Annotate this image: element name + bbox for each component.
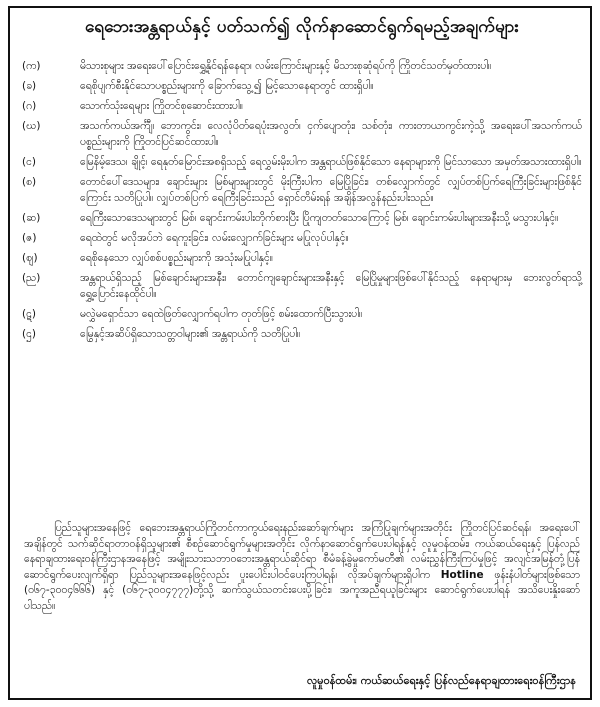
list-item	[22, 326, 582, 342]
guideline-list	[22, 58, 582, 346]
list-item	[22, 306, 582, 322]
item-text: မလွှဲမရှောင်သာ ရေထဲဖြတ်လျှောက်ရပါက တုတ်ဖြင့် စမ်းထောက်ပြီးသွားပါ။	[80, 308, 363, 320]
item-marker: (က)	[22, 60, 41, 72]
closing-paragraph	[24, 521, 580, 614]
list-item	[22, 118, 582, 150]
paragraph-text-continued: ဖုန်းနံပါတ်များဖြစ်သော (၀၆၇-၃၀၀၄၆၆၆) နှင့် (၀၆၇-၃၀၀၄၇၇၇)တို့သို့ ဆက်သွယ်သတင်းပေးပို့ခြင်း၊ အကူအညီရယူခြင်းများ ဆောင်ရွက်ပေးပါရန် အသိပေးနှိုးဆော်ပါသည်။	[24, 568, 580, 612]
list-item	[22, 230, 582, 246]
item-text: မြွေနှင့်အဆိပ်ရှိသောသတ္တဝါများ၏ အန္တရာယ်ကို သတိပြုပါ။	[80, 328, 301, 340]
list-item	[22, 174, 582, 206]
item-marker: (ဃ)	[22, 120, 41, 132]
list-item	[22, 78, 582, 94]
item-text: အသက်ကယ်အင်္ကျီ၊ ဘောကွင်း၊ လေလုံပိတ်ရေပုံးအလွတ်၊ ငှက်ပျောတုံး၊ သစ်တုံး၊ ကားတာယာကွင်းကဲ့သို့ အရေးပေါ်အသက်ကယ်ပစ္စည်းများကို ကြိုတင်ပြင်ဆင်ထားပါ။	[80, 120, 582, 148]
list-item	[22, 98, 582, 114]
item-marker: (ဂ)	[22, 100, 37, 112]
item-text: ရေစိုပျက်စီးနိုင်သောပစ္စည်းများကို ခြောက်သွေ့၍ မြင့်သောနေရာတွင် ထားရှိပါ။	[80, 80, 374, 92]
hotline-label: Hotline	[440, 568, 484, 581]
list-item	[22, 154, 582, 170]
item-text: တောင်ပေါ်ဒေသများ၊ ချောင်းများ မြစ်များများတွင် မိုးကြီးပါက မြေပြိုခြင်း၊ တစ်လျှောက်တွင် လျှပ်တစ်ပြက်ရေကြီးခြင်းများဖြစ်နိုင်ကြောင်း သတိပြုပါ။ လျှပ်တစ်ပြက် ရေကြီးခြင်းသည် ရှောင်တိမ်းရန် အချိန်အလွန်နည်းပါးသည်။	[80, 176, 582, 204]
item-text: ရေကြီးသောဒေသများတွင် မြစ်၊ ချောင်းကမ်းပါးတိုက်စားပြီး ပြိုကျတတ်သောကြောင့် မြစ်၊ ချောင်းကမ်းပါးများအနီးသို့ မသွားပါနှင့်။	[80, 212, 559, 224]
item-text: ရေထဲတွင် မလိုအပ်ဘဲ ရေကူးခြင်း၊ လမ်းလျှောက်ခြင်းများ မပြုလုပ်ပါနှင့်။	[80, 232, 349, 244]
item-marker: (ခ)	[22, 80, 37, 92]
item-text: အန္တရာယ်ရှိသည့် မြစ်ချောင်းများအနီး၊ တောင်ကျချောင်းများအနီးနှင့် မြေပြိုမှုများဖြစ်ပေါ်နိုင်သည့် နေရာများမှ ဘေးလွတ်ရာသို့ ရွှေ့ပြောင်းနေထိုင်ပါ။	[80, 272, 582, 300]
item-marker: (စ)	[22, 176, 37, 188]
item-text: သောက်သုံးရေများ ကြိုတင်စုဆောင်းထားပါ။	[80, 100, 243, 112]
item-text: မြေနိမ့်ဒေသ၊ ချိုင့်၊ ရေနုတ်မြောင်းအစရှိသည့် ရေလွှမ်းမိုးပါက အန္တရာယ်ဖြစ်နိုင်သော နေရာများကို မြင်သာသော အမှတ်အသားထားရှိပါ။	[80, 156, 582, 168]
item-marker: (ဇ)	[22, 232, 37, 244]
item-marker: (ဌ)	[22, 328, 37, 340]
item-text: မိသားစုများ အရေးပေါ်ပြောင်းရွှေ့နိုင်ရန်နေရာ၊ လမ်းကြောင်းများနှင့် မိသားစုဆုံရပ်ကို ကြိုတင်သတ်မှတ်ထားပါ။	[80, 60, 492, 72]
public-notice	[8, 6, 592, 700]
item-marker: (ည)	[22, 272, 41, 284]
notice-title: ရေဘေးအန္တရာယ်နှင့် ပတ်သက်၍ လိုက်နာဆောင်ရွက်ရမည့်အချက်များ	[84, 17, 520, 37]
issuing-ministry: လူမှုဝန်ထမ်း၊ ကယ်ဆယ်ရေးနှင့် ပြန်လည်နေရာချထားရေးဝန်ကြီးဌာန	[306, 674, 576, 687]
item-marker: (ဋ)	[22, 308, 37, 320]
list-item	[22, 210, 582, 226]
item-text: ရေစိုနေသော လျှပ်စစ်ပစ္စည်းများကို အသုံးမပြုပါနှင့်။	[80, 252, 273, 264]
paragraph-text: ပြည်သူများအနေဖြင့် ရေဘေးအန္တရာယ်ကြိုတင်ကာကွယ်ရေးနည်းဆော်ချက်များ အကြံပြုချက်များအတိုင်း ကြိုတင်ပြင်ဆင်ရန်၊ အရေးပေါ်အချိန်တွင် သက်ဆိုင်ရာတာဝန်ရှိသူများ၏ စီစဉ်ဆောင်ရွက်မှုများအတိုင်း လိုက်နာဆောင်ရွက်ပေးပါရန်နှင့် လူမှုဝန်ထမ်း၊ ကယ်ဆယ်ရေးနှင့် ပြန်လည်နေရာချထားရေးဝန်ကြီးဌာနအနေဖြင့် အမျိုးသားသဘာဝဘေးအန္တရာယ်ဆိုင်ရာ စီမံခန့်ခွဲမှုကော်မတီ၏ လမ်းညွှန်ကြီးကြပ်မှုဖြင့် အလျင်အမြန်တုံ့ပြန်ဆောင်ရွက်ပေးလျက်ရှိရာ ပြည်သူများအနေဖြင့်လည်း ပူးပေါင်းပါဝင်ပေးကြပါရန်၊ လိုအပ်ချက်များရှိပါက	[24, 522, 580, 581]
item-marker: (ဆ)	[22, 212, 41, 224]
list-item	[22, 58, 582, 74]
list-item	[22, 270, 582, 302]
list-item	[22, 250, 582, 266]
item-marker: (င)	[22, 156, 37, 168]
item-marker: (ဈ)	[22, 252, 38, 264]
